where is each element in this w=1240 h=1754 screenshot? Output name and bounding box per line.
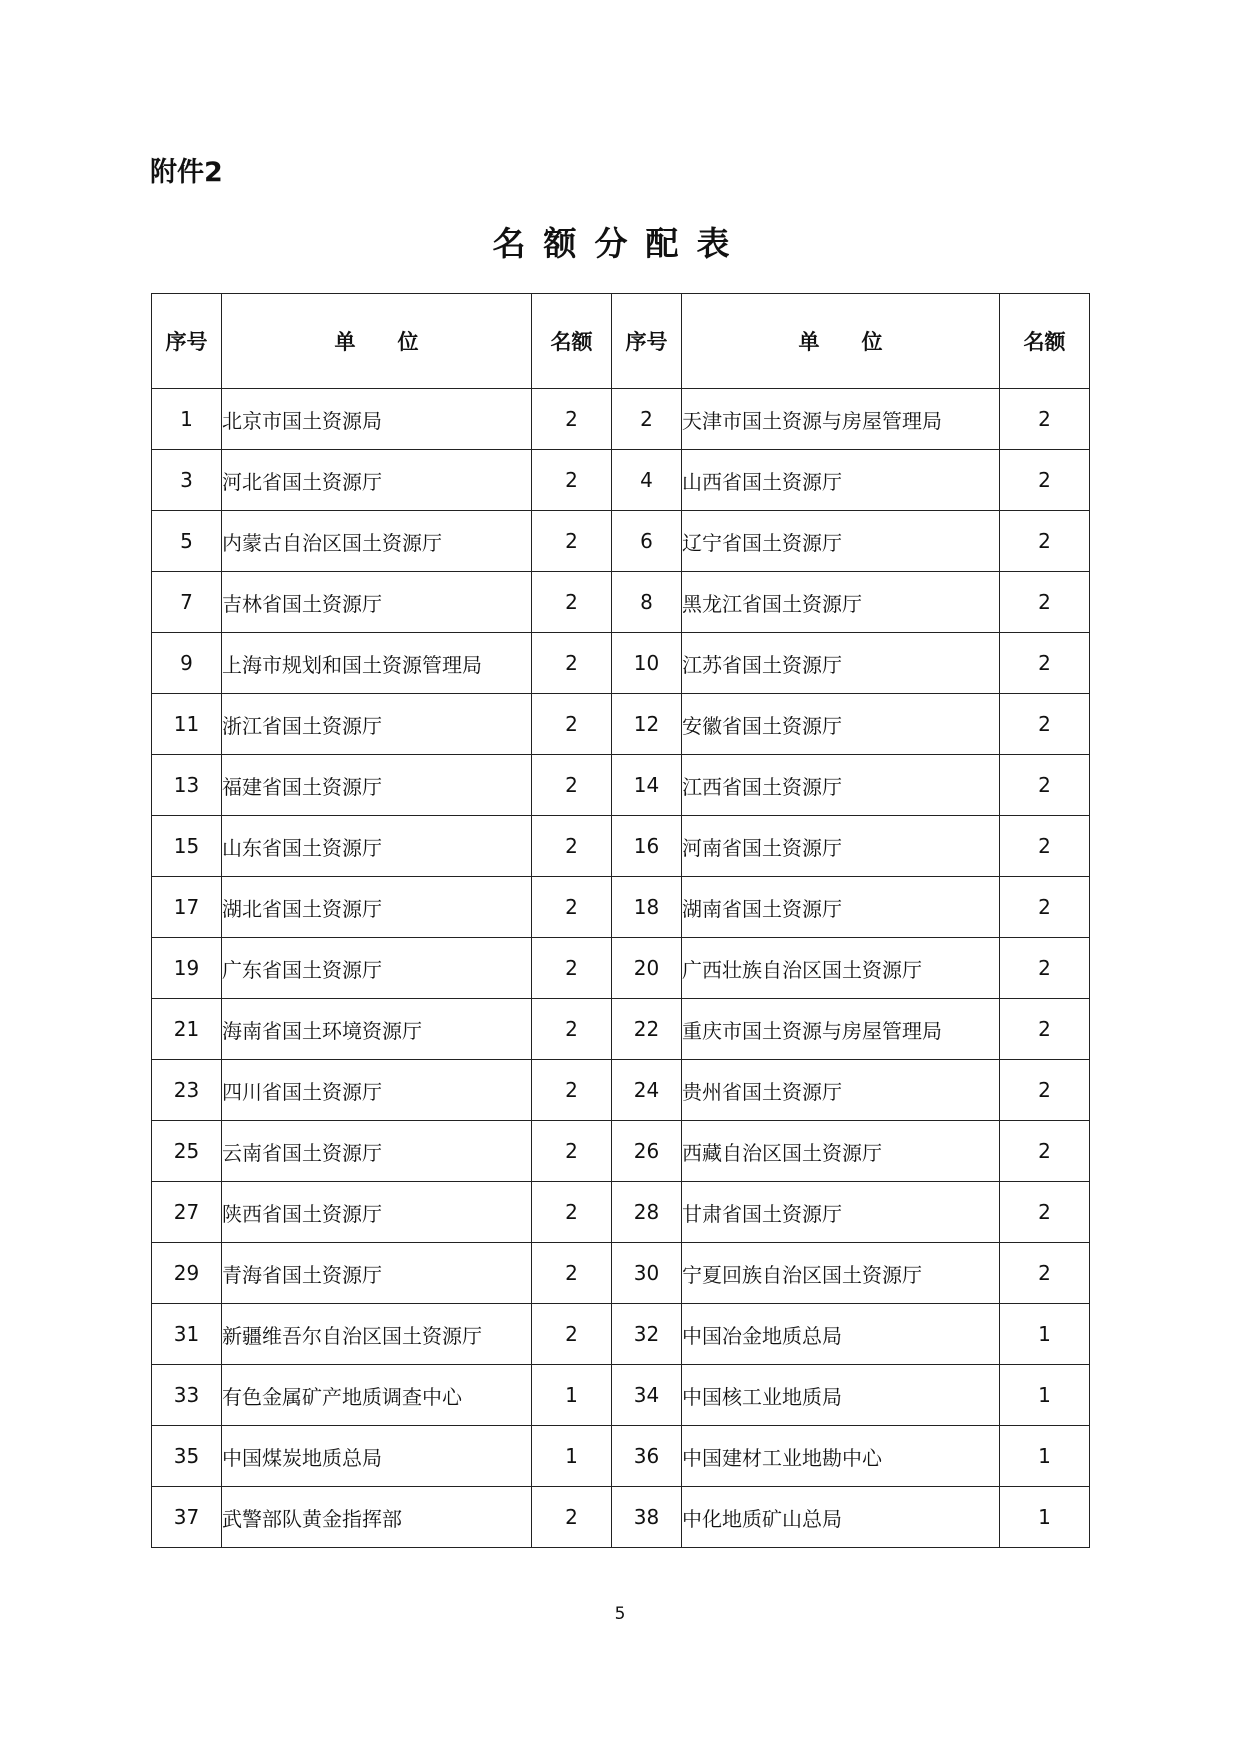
cell-unit-right: 贵州省国土资源厅 xyxy=(682,1060,1000,1121)
cell-index-right: 12 xyxy=(612,694,682,755)
cell-index-right: 2 xyxy=(612,389,682,450)
cell-quota-left: 2 xyxy=(532,816,612,877)
table-row xyxy=(152,938,1090,999)
cell-unit-left: 山东省国土资源厅 xyxy=(222,816,532,877)
cell-quota-right: 2 xyxy=(1000,1243,1090,1304)
cell-unit-right: 宁夏回族自治区国土资源厅 xyxy=(682,1243,1000,1304)
cell-unit-right: 西藏自治区国土资源厅 xyxy=(682,1121,1000,1182)
cell-quota-left: 2 xyxy=(532,755,612,816)
header-quota-right: 名额 xyxy=(1000,294,1090,389)
cell-unit-right: 山西省国土资源厅 xyxy=(682,450,1000,511)
page-title: 名额分配表 xyxy=(492,224,748,263)
cell-index-right: 36 xyxy=(612,1426,682,1487)
cell-unit-right: 黑龙江省国土资源厅 xyxy=(682,572,1000,633)
header-quota-left: 名额 xyxy=(532,294,612,389)
table-row xyxy=(152,694,1090,755)
cell-quota-right: 2 xyxy=(1000,511,1090,572)
cell-quota-left: 2 xyxy=(532,694,612,755)
table-row xyxy=(152,1365,1090,1426)
cell-index-left: 33 xyxy=(152,1365,222,1426)
header-unit-left: 单 位 xyxy=(222,294,532,389)
cell-index-left: 3 xyxy=(152,450,222,511)
table-row xyxy=(152,1243,1090,1304)
cell-quota-left: 1 xyxy=(532,1365,612,1426)
cell-index-left: 15 xyxy=(152,816,222,877)
cell-quota-right: 2 xyxy=(1000,572,1090,633)
cell-unit-right: 湖南省国土资源厅 xyxy=(682,877,1000,938)
cell-quota-left: 2 xyxy=(532,511,612,572)
cell-unit-right: 甘肃省国土资源厅 xyxy=(682,1182,1000,1243)
cell-index-right: 10 xyxy=(612,633,682,694)
cell-unit-right: 江西省国土资源厅 xyxy=(682,755,1000,816)
table-row xyxy=(152,999,1090,1060)
header-index-left: 序号 xyxy=(152,294,222,389)
cell-unit-right: 安徽省国土资源厅 xyxy=(682,694,1000,755)
cell-index-left: 29 xyxy=(152,1243,222,1304)
cell-index-right: 8 xyxy=(612,572,682,633)
table-body xyxy=(152,389,1090,1548)
cell-quota-right: 2 xyxy=(1000,633,1090,694)
cell-index-left: 17 xyxy=(152,877,222,938)
cell-quota-right: 2 xyxy=(1000,938,1090,999)
cell-index-right: 14 xyxy=(612,755,682,816)
cell-index-left: 25 xyxy=(152,1121,222,1182)
cell-unit-left: 有色金属矿产地质调查中心 xyxy=(222,1365,532,1426)
table-row xyxy=(152,1121,1090,1182)
table-row xyxy=(152,511,1090,572)
cell-index-left: 1 xyxy=(152,389,222,450)
cell-index-left: 37 xyxy=(152,1487,222,1548)
cell-index-right: 30 xyxy=(612,1243,682,1304)
cell-index-left: 31 xyxy=(152,1304,222,1365)
cell-quota-left: 2 xyxy=(532,1060,612,1121)
table-row xyxy=(152,572,1090,633)
header-index-right: 序号 xyxy=(612,294,682,389)
cell-index-left: 27 xyxy=(152,1182,222,1243)
cell-quota-right: 2 xyxy=(1000,1060,1090,1121)
cell-index-right: 34 xyxy=(612,1365,682,1426)
cell-index-right: 26 xyxy=(612,1121,682,1182)
cell-quota-left: 2 xyxy=(532,1121,612,1182)
cell-quota-left: 2 xyxy=(532,389,612,450)
cell-index-left: 5 xyxy=(152,511,222,572)
cell-unit-right: 江苏省国土资源厅 xyxy=(682,633,1000,694)
cell-unit-left: 武警部队黄金指挥部 xyxy=(222,1487,532,1548)
table-row xyxy=(152,1060,1090,1121)
cell-unit-left: 陕西省国土资源厅 xyxy=(222,1182,532,1243)
cell-index-right: 18 xyxy=(612,877,682,938)
cell-unit-right: 中化地质矿山总局 xyxy=(682,1487,1000,1548)
cell-quota-left: 2 xyxy=(532,938,612,999)
cell-unit-left: 云南省国土资源厅 xyxy=(222,1121,532,1182)
table-row xyxy=(152,450,1090,511)
table-row xyxy=(152,755,1090,816)
cell-quota-right: 1 xyxy=(1000,1365,1090,1426)
cell-quota-left: 1 xyxy=(532,1426,612,1487)
cell-unit-left: 上海市规划和国土资源管理局 xyxy=(222,633,532,694)
table-row xyxy=(152,389,1090,450)
cell-quota-left: 2 xyxy=(532,1182,612,1243)
cell-quota-left: 2 xyxy=(532,450,612,511)
cell-index-left: 13 xyxy=(152,755,222,816)
cell-unit-right: 重庆市国土资源与房屋管理局 xyxy=(682,999,1000,1060)
cell-unit-left: 中国煤炭地质总局 xyxy=(222,1426,532,1487)
table-row xyxy=(152,1304,1090,1365)
cell-unit-left: 北京市国土资源局 xyxy=(222,389,532,450)
cell-quota-right: 1 xyxy=(1000,1487,1090,1548)
cell-quota-right: 2 xyxy=(1000,694,1090,755)
cell-unit-left: 新疆维吾尔自治区国土资源厅 xyxy=(222,1304,532,1365)
cell-index-right: 20 xyxy=(612,938,682,999)
quota-table xyxy=(151,293,1090,1548)
cell-index-left: 23 xyxy=(152,1060,222,1121)
cell-index-left: 35 xyxy=(152,1426,222,1487)
cell-index-right: 4 xyxy=(612,450,682,511)
cell-quota-left: 2 xyxy=(532,572,612,633)
cell-quota-right: 1 xyxy=(1000,1426,1090,1487)
cell-index-right: 22 xyxy=(612,999,682,1060)
cell-index-left: 19 xyxy=(152,938,222,999)
cell-unit-left: 广东省国土资源厅 xyxy=(222,938,532,999)
cell-quota-left: 2 xyxy=(532,1487,612,1548)
table-row xyxy=(152,1487,1090,1548)
cell-quota-right: 2 xyxy=(1000,816,1090,877)
cell-unit-right: 广西壮族自治区国土资源厅 xyxy=(682,938,1000,999)
page-number: 5 xyxy=(614,1604,626,1624)
cell-unit-right: 中国建材工业地勘中心 xyxy=(682,1426,1000,1487)
cell-quota-left: 2 xyxy=(532,1243,612,1304)
cell-quota-left: 2 xyxy=(532,877,612,938)
table-row xyxy=(152,877,1090,938)
cell-quota-left: 2 xyxy=(532,1304,612,1365)
cell-quota-right: 1 xyxy=(1000,1304,1090,1365)
cell-quota-right: 2 xyxy=(1000,755,1090,816)
cell-index-right: 32 xyxy=(612,1304,682,1365)
cell-quota-right: 2 xyxy=(1000,999,1090,1060)
cell-unit-right: 中国冶金地质总局 xyxy=(682,1304,1000,1365)
cell-index-right: 38 xyxy=(612,1487,682,1548)
cell-quota-left: 2 xyxy=(532,999,612,1060)
cell-index-right: 28 xyxy=(612,1182,682,1243)
cell-index-right: 24 xyxy=(612,1060,682,1121)
annex-label: 附件2 xyxy=(150,157,223,188)
cell-unit-right: 辽宁省国土资源厅 xyxy=(682,511,1000,572)
cell-unit-left: 湖北省国土资源厅 xyxy=(222,877,532,938)
cell-index-left: 7 xyxy=(152,572,222,633)
header-unit-right: 单 位 xyxy=(682,294,1000,389)
cell-unit-right: 河南省国土资源厅 xyxy=(682,816,1000,877)
cell-unit-left: 福建省国土资源厅 xyxy=(222,755,532,816)
cell-quota-right: 2 xyxy=(1000,877,1090,938)
cell-index-left: 21 xyxy=(152,999,222,1060)
cell-quota-right: 2 xyxy=(1000,1121,1090,1182)
cell-unit-left: 青海省国土资源厅 xyxy=(222,1243,532,1304)
cell-index-left: 9 xyxy=(152,633,222,694)
cell-unit-left: 内蒙古自治区国土资源厅 xyxy=(222,511,532,572)
cell-unit-left: 四川省国土资源厅 xyxy=(222,1060,532,1121)
cell-unit-right: 中国核工业地质局 xyxy=(682,1365,1000,1426)
cell-quota-right: 2 xyxy=(1000,389,1090,450)
cell-unit-left: 海南省国土环境资源厅 xyxy=(222,999,532,1060)
table-row xyxy=(152,1182,1090,1243)
cell-unit-right: 天津市国土资源与房屋管理局 xyxy=(682,389,1000,450)
cell-quota-right: 2 xyxy=(1000,450,1090,511)
cell-index-right: 6 xyxy=(612,511,682,572)
cell-index-right: 16 xyxy=(612,816,682,877)
table-row xyxy=(152,1426,1090,1487)
cell-quota-right: 2 xyxy=(1000,1182,1090,1243)
cell-unit-left: 河北省国土资源厅 xyxy=(222,450,532,511)
table-header-row xyxy=(152,294,1090,389)
cell-unit-left: 浙江省国土资源厅 xyxy=(222,694,532,755)
cell-unit-left: 吉林省国土资源厅 xyxy=(222,572,532,633)
table-row xyxy=(152,816,1090,877)
cell-index-left: 11 xyxy=(152,694,222,755)
cell-quota-left: 2 xyxy=(532,633,612,694)
table-row xyxy=(152,633,1090,694)
